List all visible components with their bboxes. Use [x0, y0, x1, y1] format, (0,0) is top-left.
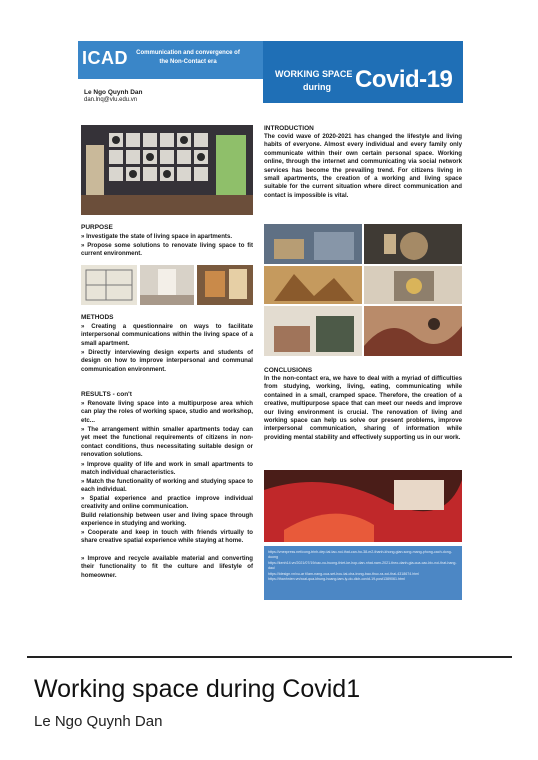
- conclusions-text: In the non-contact era, we have to deal with a myriad of difficulties from studying, working, living, eating, communicating while contained in a small, cramped space. Therefore, the creation of a creative, multipurpose space that can meet our needs and improve our living environment is crucial. The renovation of living and working space can help us solve our present problems, improve interpersonal communication, sharing of information while providing mental stability and effectively supporting us in our work.: [264, 375, 462, 441]
- reference-link[interactable]: https://thanhnien.vn/xoai-qua-khung-hoang-tam-ly-do-dich-covid-19-post1389061.html: [268, 577, 405, 582]
- plan-drawing-graphic: [81, 265, 137, 305]
- apartment-photo-1-graphic: [140, 265, 194, 305]
- collage-photo-2: [364, 224, 462, 264]
- apartment-photo-1: [140, 265, 194, 305]
- conference-banner: [78, 41, 263, 79]
- results-heading: RESULTS - con't: [81, 391, 132, 398]
- footer-title: Working space during Covid1: [34, 675, 361, 703]
- red-room-photo-graphic: [264, 470, 462, 542]
- introduction-text: The covid wave of 2020-2021 has changed the lifestyle and living habits of everyone. Almost every individual and every family only communicate within their own certain personal space. Working online, through the internet and communicating via social network services has become the prevailing trend. For citizens living in small apartments, the creation of a working and living space suitable for the current situation where direct communication and contact is impossible is vital.: [264, 133, 462, 199]
- results-item: » Improve quality of life and work in small apartments to match individual characteristics.: [81, 461, 253, 477]
- collage-photo-3: [264, 266, 362, 304]
- collage-photo-6: [364, 306, 462, 356]
- conference-subtitle: Communication and convergence of the Non-Contact era: [136, 50, 240, 65]
- banner-during: during: [303, 82, 331, 92]
- purpose-item: » Propose some solutions to renovate living space to fit current environment.: [81, 242, 253, 258]
- title-banner: [263, 41, 463, 103]
- collage-photo-6-graphic: [364, 306, 462, 356]
- results-item: » Spatial experience and practice improve individual creativity and online communication.: [81, 495, 253, 511]
- footer-author: Le Ngo Quynh Dan: [34, 713, 163, 730]
- intro-photo: [81, 125, 253, 215]
- results-item: » Renovate living space into a multipurpose area which can play the roles of working space, studio and workshop, etc...: [81, 400, 253, 424]
- reference-link[interactable]: https://vnexpress.net/cong-trinh-dep-tai-tao-noi-that-can-ho-38-m2-thanh-khong-gian-song-mang-phong-cach-dong-duong: [268, 550, 452, 560]
- poster-author: Le Ngo Quynh Dan: [84, 89, 143, 96]
- introduction-heading: INTRODUCTION: [264, 125, 314, 132]
- banner-covid: Covid-19: [355, 66, 453, 93]
- reference-link[interactable]: https://idesign.vn/xu-ar t/lam-nang-cua-set-hou-tai-cha-trong-bao-thuc-ra-xoi-thai-4318674.html: [268, 571, 420, 576]
- banner-working-space: WORKING SPACE: [275, 69, 353, 79]
- apartment-photo-2-graphic: [197, 265, 253, 305]
- reference-link[interactable]: https://kenh14.vn/2021/07/19/cac-xu-huong-thiet-ke-hop-dan-nhat-nam-2021-theo-danh-gia-cua-cac-bic-noi-that-hang-dau/: [268, 560, 457, 571]
- poster-email: dan.lnq@vlu.edu.vn: [84, 97, 138, 103]
- methods-heading: METHODS: [81, 314, 114, 321]
- collage-photo-5-graphic: [264, 306, 362, 356]
- collage-photo-4-graphic: [364, 266, 462, 304]
- results-item: » Cooperate and keep in touch with friends virtually to share creative spatial experience while staying at home.: [81, 529, 253, 545]
- purpose-heading: PURPOSE: [81, 224, 113, 231]
- icad-logo: ICAD: [82, 48, 128, 68]
- collage-photo-5: [264, 306, 362, 356]
- results-item: » The arrangement within smaller apartments today can yet meet the functional requirements of citizens in non-contact conditions, thus necessitating suitable design or renovation solutions.: [81, 426, 253, 459]
- red-room-photo: [264, 470, 462, 542]
- results-item: Build relationship between user and living space through experience in studying and working.: [81, 512, 253, 528]
- methods-item: » Directly interviewing design experts and students of design on how to improve interpersonal and communal communication environment.: [81, 349, 253, 373]
- footer-divider: [27, 656, 512, 658]
- poster: [78, 41, 463, 635]
- collage-photo-4: [364, 266, 462, 304]
- conclusions-heading: CONCLUSIONS: [264, 367, 313, 374]
- results-item: » Match the functionality of working and studying space to each individual.: [81, 478, 253, 494]
- intro-photo-graphic: [81, 125, 253, 215]
- collage-photo-1: [264, 224, 362, 264]
- collage-photo-2-graphic: [364, 224, 462, 264]
- collage-photo-3-graphic: [264, 266, 362, 304]
- purpose-item: » Investigate the state of living space in apartments.: [81, 233, 233, 240]
- results-item: » Improve and recycle available material and converting their functionality to fit the culture and lifestyle of homeowner.: [81, 555, 253, 579]
- apartment-photo-2: [197, 265, 253, 305]
- plan-drawing: [81, 265, 137, 305]
- references-box: [264, 546, 462, 600]
- methods-item: » Creating a questionnaire on ways to facilitate interpersonal communications within the living space of a small apartment.: [81, 323, 253, 347]
- collage-photo-1-graphic: [264, 224, 362, 264]
